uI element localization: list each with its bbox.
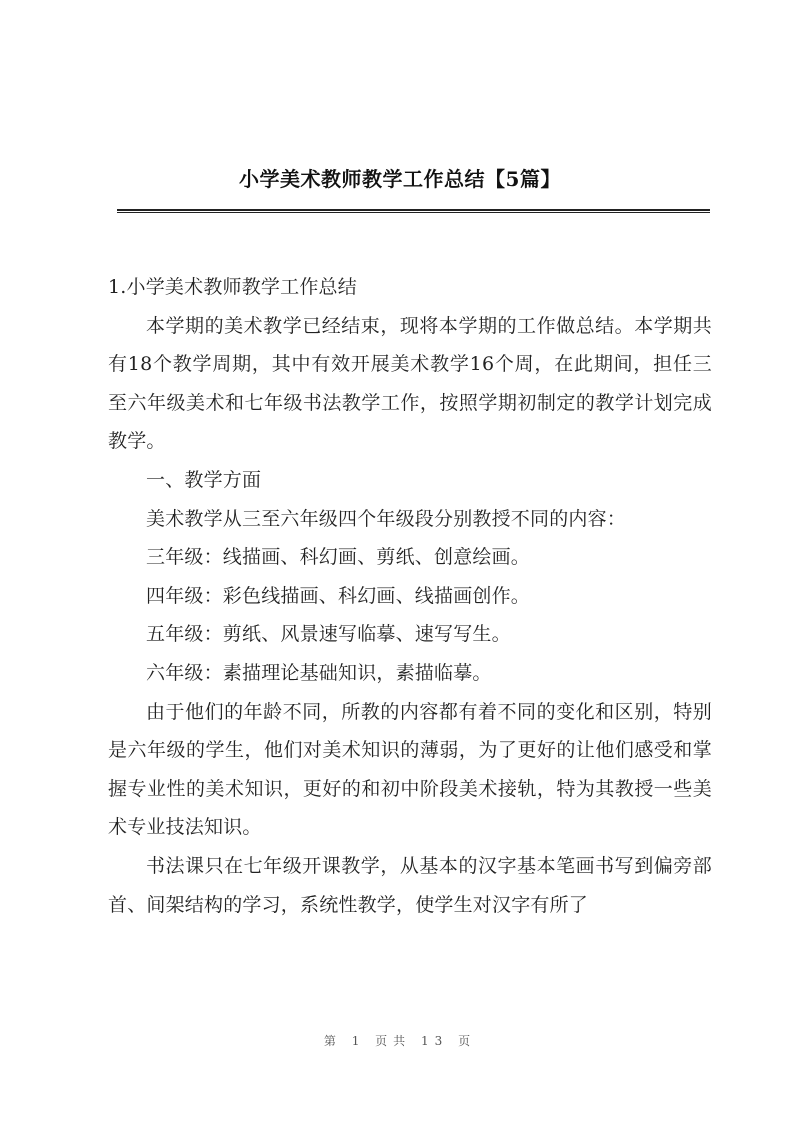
document-body bbox=[108, 268, 712, 924]
paragraph-calligraphy: 书法课只在七年级开课教学，从基本的汉字基本笔画书写到偏旁部首、间架结构的学习，系统性教学，使学生对汉字有所了 bbox=[108, 854, 712, 916]
paragraph-intro: 本学期的美术教学已经结束，现将本学期的工作做总结。本学期共有18个教学周期，其中有效开展美术教学16个周，在此期间，担任三至六年级美术和七年级书法教学工作，按照学期初制定的教学计划完成教学。 bbox=[108, 314, 712, 453]
paragraph-content-overview: 美术教学从三至六年级四个年级段分别教授不同的内容： bbox=[146, 507, 627, 530]
list-item-grade-3: 三年级：线描画、科幻画、剪纸、创意绘画。 bbox=[146, 546, 531, 569]
section-heading: 1.小学美术教师教学工作总结 bbox=[108, 276, 357, 298]
list-item-grade-4: 四年级：彩色线描画、科幻画、线描画创作。 bbox=[146, 584, 531, 607]
title-divider bbox=[117, 209, 710, 213]
list-item-grade-6: 六年级：素描理论基础知识，素描临摹。 bbox=[146, 661, 492, 684]
list-item-grade-5: 五年级：剪纸、风景速写临摹、速写写生。 bbox=[146, 623, 511, 646]
subsection-heading-teaching: 一、教学方面 bbox=[146, 468, 262, 491]
page-footer: 第 1 页共 13 页 bbox=[323, 1034, 477, 1048]
paragraph-age-differences: 由于他们的年龄不同，所教的内容都有着不同的变化和区别，特别是六年级的学生，他们对美术知识的薄弱，为了更好的让他们感受和掌握专业性的美术知识，更好的和初中阶段美术接轨，特为其教授一些美术专业技法知识。 bbox=[108, 700, 712, 839]
page-title: 小学美术教师教学工作总结【5篇】 bbox=[239, 167, 561, 191]
